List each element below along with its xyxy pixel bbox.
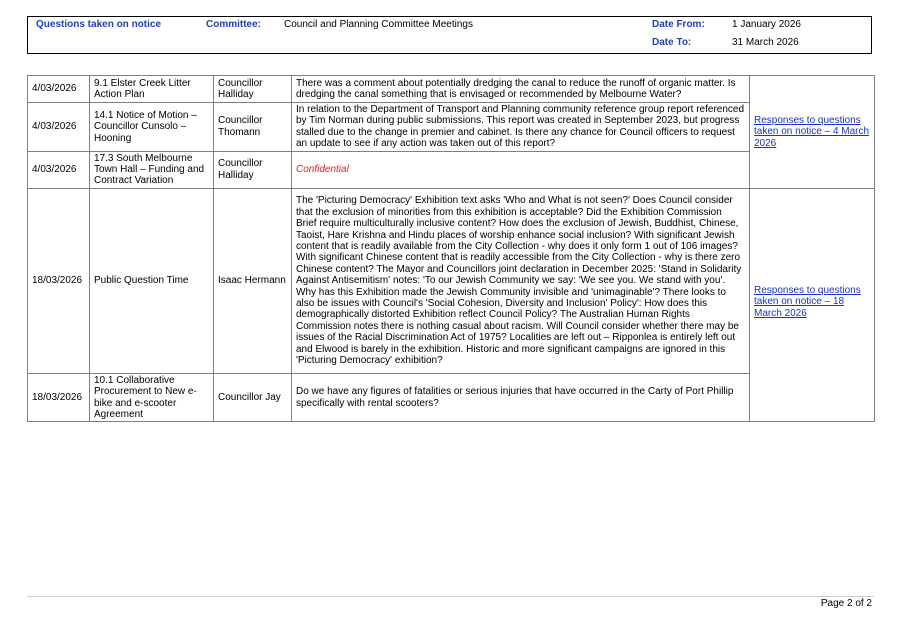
item-cell: 17.3 South Melbourne Town Hall – Funding and Contract Variation [90, 151, 214, 188]
confidential-label: Confidential [296, 164, 349, 176]
date-cell: 18/03/2026 [28, 373, 90, 422]
report-title: Questions taken on notice [36, 19, 162, 30]
table-row [28, 103, 875, 152]
footer-divider [27, 596, 874, 597]
date-cell: 4/03/2026 [28, 76, 90, 103]
question-cell: In relation to the Department of Transport and Planning community reference group report referenced by Tim Norman during public submissions. This report was created in September 2023, but progress stalled due to the change in premier and cabinet. Is there any chance for Council officers to request an update to see if any action was taken out of this report? [292, 103, 750, 152]
table-row [28, 188, 875, 373]
question-cell: There was a comment about potentially dredging the canal to reduce the runoff of organic matter. Is dredging the canal something that is envisaged or recommended by Melbourne Water? [292, 76, 750, 103]
item-cell: 9.1 Elster Creek Litter Action Plan [90, 76, 214, 103]
question-cell: Do we have any figures of fatalities or serious injuries that have occurred in the Carty of Port Phillip specifically with rental scooters? [292, 373, 750, 422]
asked-by-cell: Councillor Thomann [214, 103, 292, 152]
asked-by-cell: Councillor Halliday [214, 151, 292, 188]
date-to-value: 31 March 2026 [732, 37, 799, 48]
question-cell: The 'Picturing Democracy' Exhibition text asks 'Who and What is not seen?' Does Council consider that the exclusion of minorities from this exhibition is acceptable? Did the Exhibition Commission Brief require multiculturally inclusive content? How does the exclusion of Jewish, Buddhist, Chinese, Taoist, Hare Krishna and Hindu places of worship enhance social inclusion? With significant Jewish content that is readily available from the City Collection - why does it only form 1 out of 106 images? With significant Chinese content that is readily accessible from the City Collection - why is there zero Chinese content? The Mayor and Councillors joint declaration in December 2025: 'Stand in Solidarity Against Antisemitism' notes: 'To our Jewish Community we say: 'We see you. We stand with you'. Why has this Exhibition made the Jewish Community invisible and 'unimaginable'? There looks to also be issues with Council's 'Social Cohesion, Diversity and Inclusion' Policy': How does this demographically distorted Exhibition reflect Council Policy? The Australian Human Rights Commission notes there is nothing casual about racism. Will Council consider whether there may be issues of the Racial Discrimination Act of 1975? Localities are left out – Ripponlea is entirely left out and Elwood is barely in the exhibition. Historic and more significant campaigns are ignored in this 'Picturing Democracy' exhibition? [292, 188, 750, 373]
response-cell [750, 188, 875, 422]
asked-by-cell: Councillor Jay [214, 373, 292, 422]
asked-by-cell: Isaac Hermann [214, 188, 292, 373]
asked-by-cell: Councillor Halliday [214, 76, 292, 103]
date-cell: 4/03/2026 [28, 103, 90, 152]
item-cell: Public Question Time [90, 188, 214, 373]
question-cell [292, 151, 750, 188]
date-cell: 18/03/2026 [28, 188, 90, 373]
table-row [28, 373, 875, 422]
questions-table [27, 75, 875, 422]
committee-label: Committee: [206, 19, 262, 30]
response-link-18-march[interactable]: Responses to questions taken on notice – 18 March 2026 [754, 284, 861, 319]
report-header [27, 16, 872, 54]
item-cell: 14.1 Notice of Motion – Councillor Cunsolo – Hooning [90, 103, 214, 152]
table-row [28, 76, 875, 103]
committee-value: Council and Planning Committee Meetings [284, 19, 473, 30]
response-link-4-march[interactable]: Responses to questions taken on notice – 4 March 2026 [754, 114, 870, 149]
date-to-label: Date To: [652, 37, 692, 48]
date-from-value: 1 January 2026 [732, 19, 801, 30]
response-cell [750, 76, 875, 189]
date-cell: 4/03/2026 [28, 151, 90, 188]
item-cell: 10.1 Collaborative Procurement to New e-bike and e-scooter Agreement [90, 373, 214, 422]
table-row [28, 151, 875, 188]
page-number: Page 2 of 2 [820, 598, 872, 609]
date-from-label: Date From: [652, 19, 705, 30]
